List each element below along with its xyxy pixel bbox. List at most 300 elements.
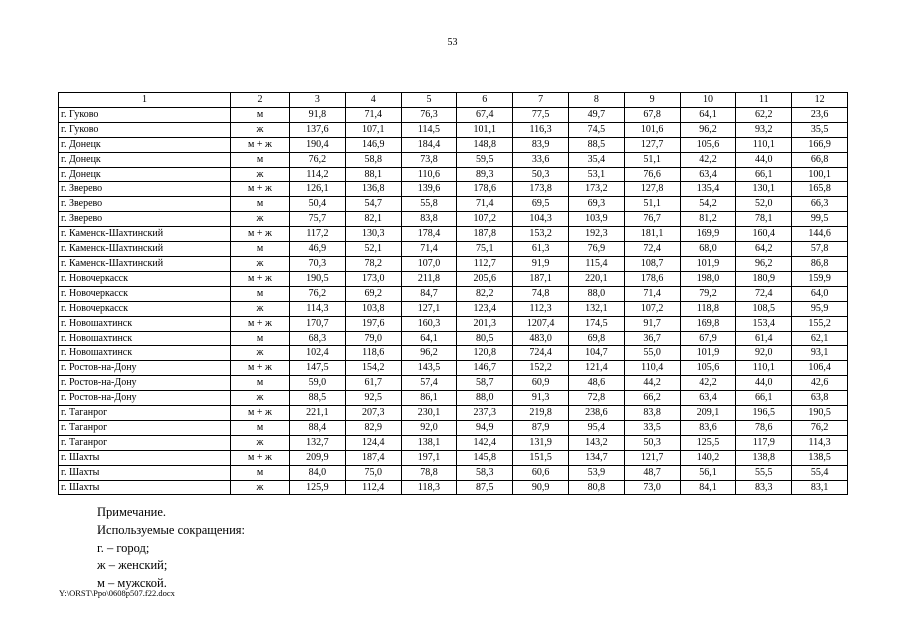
column-header: 7 [513,93,569,108]
value-cell: 58,7 [457,376,513,391]
abbreviation-item: м – мужской. [97,576,167,591]
value-cell: 42,2 [680,376,736,391]
column-header: 5 [401,93,457,108]
value-cell: 63,8 [792,391,848,406]
value-cell: 92,5 [345,391,401,406]
value-cell: 137,6 [290,122,346,137]
sex-cell: м [231,331,290,346]
value-cell: 178,4 [401,227,457,242]
value-cell: 96,2 [680,122,736,137]
value-cell: 131,9 [513,435,569,450]
value-cell: 63,4 [680,391,736,406]
table-row [59,301,848,316]
value-cell: 92,0 [736,346,792,361]
value-cell: 80,5 [457,331,513,346]
value-cell: 159,9 [792,271,848,286]
sex-cell: ж [231,122,290,137]
value-cell: 143,5 [401,361,457,376]
value-cell: 50,3 [513,167,569,182]
value-cell: 190,4 [290,137,346,152]
value-cell: 118,8 [680,301,736,316]
value-cell: 211,8 [401,271,457,286]
sex-cell: м [231,242,290,257]
value-cell: 96,2 [736,256,792,271]
value-cell: 83,6 [680,420,736,435]
value-cell: 92,0 [401,420,457,435]
value-cell: 83,8 [401,212,457,227]
column-header: 6 [457,93,513,108]
value-cell: 91,7 [624,316,680,331]
value-cell: 209,9 [290,450,346,465]
value-cell: 64,1 [680,107,736,122]
value-cell: 78,8 [401,465,457,480]
value-cell: 187,1 [513,271,569,286]
table-row [59,137,848,152]
value-cell: 76,2 [792,420,848,435]
sex-cell: м [231,152,290,167]
value-cell: 89,3 [457,167,513,182]
city-cell: г. Каменск-Шахтинский [59,256,231,271]
value-cell: 83,3 [736,480,792,495]
value-cell: 130,1 [736,182,792,197]
value-cell: 165,8 [792,182,848,197]
sex-cell: ж [231,480,290,495]
value-cell: 220,1 [568,271,624,286]
file-path-footer: Y:\ORST\Ppo\0608p507.f22.docx [59,588,175,598]
city-cell: г. Донецк [59,152,231,167]
value-cell: 112,3 [513,301,569,316]
column-header: 8 [568,93,624,108]
value-cell: 86,8 [792,256,848,271]
value-cell: 66,1 [736,167,792,182]
table-row [59,480,848,495]
value-cell: 134,7 [568,450,624,465]
value-cell: 178,6 [624,271,680,286]
table-row [59,271,848,286]
value-cell: 76,3 [401,107,457,122]
value-cell: 76,7 [624,212,680,227]
value-cell: 51,1 [624,197,680,212]
city-cell: г. Каменск-Шахтинский [59,242,231,257]
value-cell: 173,8 [513,182,569,197]
value-cell: 101,6 [624,122,680,137]
sex-cell: ж [231,346,290,361]
value-cell: 66,2 [624,391,680,406]
value-cell: 96,2 [401,346,457,361]
value-cell: 70,3 [290,256,346,271]
value-cell: 201,3 [457,316,513,331]
value-cell: 66,1 [736,391,792,406]
value-cell: 33,6 [513,152,569,167]
column-header: 2 [231,93,290,108]
value-cell: 74,8 [513,286,569,301]
value-cell: 143,2 [568,435,624,450]
value-cell: 84,1 [680,480,736,495]
value-cell: 66,8 [792,152,848,167]
city-cell: г. Таганрог [59,435,231,450]
table-row [59,420,848,435]
value-cell: 50,3 [624,435,680,450]
city-cell: г. Донецк [59,167,231,182]
table-row [59,346,848,361]
value-cell: 152,2 [513,361,569,376]
city-cell: г. Ростов-на-Дону [59,361,231,376]
value-cell: 190,5 [290,271,346,286]
city-cell: г. Новочеркасск [59,301,231,316]
value-cell: 83,1 [792,480,848,495]
value-cell: 76,9 [568,242,624,257]
value-cell: 61,3 [513,242,569,257]
value-cell: 71,4 [457,197,513,212]
value-cell: 59,5 [457,152,513,167]
value-cell: 121,7 [624,450,680,465]
city-cell: г. Новошахтинск [59,346,231,361]
table-row [59,361,848,376]
value-cell: 23,6 [792,107,848,122]
value-cell: 114,5 [401,122,457,137]
value-cell: 44,2 [624,376,680,391]
table-row [59,227,848,242]
value-cell: 153,2 [513,227,569,242]
value-cell: 80,8 [568,480,624,495]
value-cell: 52,1 [345,242,401,257]
value-cell: 72,4 [624,242,680,257]
value-cell: 198,0 [680,271,736,286]
value-cell: 72,8 [568,391,624,406]
value-cell: 104,3 [513,212,569,227]
value-cell: 125,9 [290,480,346,495]
value-cell: 178,6 [457,182,513,197]
sex-cell: м [231,465,290,480]
value-cell: 117,9 [736,435,792,450]
value-cell: 197,1 [401,450,457,465]
value-cell: 1207,4 [513,316,569,331]
value-cell: 91,3 [513,391,569,406]
value-cell: 170,7 [290,316,346,331]
value-cell: 82,1 [345,212,401,227]
value-cell: 103,9 [568,212,624,227]
city-cell: г. Каменск-Шахтинский [59,227,231,242]
value-cell: 48,7 [624,465,680,480]
value-cell: 103,8 [345,301,401,316]
value-cell: 82,2 [457,286,513,301]
value-cell: 53,9 [568,465,624,480]
value-cell: 187,4 [345,450,401,465]
value-cell: 68,3 [290,331,346,346]
value-cell: 88,4 [290,420,346,435]
column-header: 11 [736,93,792,108]
value-cell: 207,3 [345,406,401,421]
value-cell: 180,9 [736,271,792,286]
value-cell: 63,4 [680,167,736,182]
table-body [59,107,848,495]
sex-cell: м [231,286,290,301]
city-cell: г. Гуково [59,107,231,122]
value-cell: 114,2 [290,167,346,182]
city-cell: г. Новочеркасск [59,286,231,301]
value-cell: 108,5 [736,301,792,316]
value-cell: 724,4 [513,346,569,361]
value-cell: 52,0 [736,197,792,212]
value-cell: 209,1 [680,406,736,421]
city-cell: г. Зверево [59,212,231,227]
table-row [59,465,848,480]
value-cell: 76,2 [290,286,346,301]
value-cell: 146,7 [457,361,513,376]
value-cell: 44,0 [736,376,792,391]
value-cell: 136,8 [345,182,401,197]
value-cell: 169,9 [680,227,736,242]
value-cell: 53,1 [568,167,624,182]
value-cell: 84,0 [290,465,346,480]
value-cell: 67,8 [624,107,680,122]
value-cell: 75,7 [290,212,346,227]
value-cell: 68,0 [680,242,736,257]
value-cell: 138,1 [401,435,457,450]
value-cell: 127,8 [624,182,680,197]
value-cell: 79,2 [680,286,736,301]
value-cell: 76,2 [290,152,346,167]
value-cell: 33,5 [624,420,680,435]
value-cell: 192,3 [568,227,624,242]
value-cell: 146,9 [345,137,401,152]
value-cell: 101,1 [457,122,513,137]
value-cell: 35,5 [792,122,848,137]
value-cell: 127,1 [401,301,457,316]
value-cell: 50,4 [290,197,346,212]
value-cell: 160,3 [401,316,457,331]
table-row [59,316,848,331]
value-cell: 148,8 [457,137,513,152]
abbreviations-title: Используемые сокращения: [97,522,246,537]
value-cell: 99,5 [792,212,848,227]
value-cell: 55,5 [736,465,792,480]
value-cell: 84,7 [401,286,457,301]
value-cell: 145,8 [457,450,513,465]
table-row [59,212,848,227]
value-cell: 166,9 [792,137,848,152]
value-cell: 124,4 [345,435,401,450]
value-cell: 221,1 [290,406,346,421]
value-cell: 130,3 [345,227,401,242]
value-cell: 78,6 [736,420,792,435]
value-cell: 151,5 [513,450,569,465]
value-cell: 59,0 [290,376,346,391]
table-row [59,242,848,257]
value-cell: 83,9 [513,137,569,152]
value-cell: 91,9 [513,256,569,271]
value-cell: 48,6 [568,376,624,391]
city-cell: г. Шахты [59,450,231,465]
value-cell: 108,7 [624,256,680,271]
value-cell: 60,6 [513,465,569,480]
value-cell: 64,2 [736,242,792,257]
value-cell: 83,8 [624,406,680,421]
value-cell: 238,6 [568,406,624,421]
value-cell: 69,8 [568,331,624,346]
value-cell: 66,3 [792,197,848,212]
value-cell: 219,8 [513,406,569,421]
city-cell: г. Зверево [59,182,231,197]
table-row [59,152,848,167]
sex-cell: м [231,107,290,122]
value-cell: 60,9 [513,376,569,391]
value-cell: 51,1 [624,152,680,167]
value-cell: 230,1 [401,406,457,421]
value-cell: 95,9 [792,301,848,316]
value-cell: 73,0 [624,480,680,495]
sex-cell: м + ж [231,361,290,376]
column-header: 1 [59,93,231,108]
note-block [97,504,245,593]
sex-cell: ж [231,167,290,182]
value-cell: 64,1 [401,331,457,346]
sex-cell: ж [231,435,290,450]
city-cell: г. Донецк [59,137,231,152]
value-cell: 104,7 [568,346,624,361]
sex-cell: ж [231,212,290,227]
value-cell: 79,0 [345,331,401,346]
table-row [59,107,848,122]
value-cell: 117,2 [290,227,346,242]
value-cell: 181,1 [624,227,680,242]
value-cell: 121,4 [568,361,624,376]
value-cell: 101,9 [680,346,736,361]
city-cell: г. Таганрог [59,406,231,421]
value-cell: 78,1 [736,212,792,227]
value-cell: 57,4 [401,376,457,391]
table-row [59,256,848,271]
city-cell: г. Гуково [59,122,231,137]
value-cell: 42,2 [680,152,736,167]
value-cell: 132,7 [290,435,346,450]
value-cell: 81,2 [680,212,736,227]
column-header: 3 [290,93,346,108]
sex-cell: м [231,197,290,212]
table-header-row [59,93,848,108]
sex-cell: м + ж [231,227,290,242]
value-cell: 142,4 [457,435,513,450]
value-cell: 107,1 [345,122,401,137]
value-cell: 125,5 [680,435,736,450]
value-cell: 95,4 [568,420,624,435]
value-cell: 144,6 [792,227,848,242]
value-cell: 153,4 [736,316,792,331]
sex-cell: м + ж [231,271,290,286]
value-cell: 88,0 [457,391,513,406]
value-cell: 110,6 [401,167,457,182]
value-cell: 112,4 [345,480,401,495]
sex-cell: м + ж [231,406,290,421]
value-cell: 58,8 [345,152,401,167]
value-cell: 237,3 [457,406,513,421]
value-cell: 90,9 [513,480,569,495]
value-cell: 110,4 [624,361,680,376]
value-cell: 110,1 [736,137,792,152]
value-cell: 107,0 [401,256,457,271]
city-cell: г. Новошахтинск [59,331,231,346]
value-cell: 75,1 [457,242,513,257]
value-cell: 93,2 [736,122,792,137]
value-cell: 147,5 [290,361,346,376]
value-cell: 169,8 [680,316,736,331]
value-cell: 139,6 [401,182,457,197]
value-cell: 62,2 [736,107,792,122]
value-cell: 86,1 [401,391,457,406]
city-cell: г. Новошахтинск [59,316,231,331]
column-header: 10 [680,93,736,108]
value-cell: 105,6 [680,361,736,376]
value-cell: 88,0 [568,286,624,301]
value-cell: 483,0 [513,331,569,346]
value-cell: 101,9 [680,256,736,271]
value-cell: 82,9 [345,420,401,435]
value-cell: 135,4 [680,182,736,197]
value-cell: 102,4 [290,346,346,361]
city-cell: г. Шахты [59,480,231,495]
value-cell: 44,0 [736,152,792,167]
value-cell: 105,6 [680,137,736,152]
sex-cell: м + ж [231,182,290,197]
data-table [58,92,848,495]
value-cell: 57,8 [792,242,848,257]
value-cell: 71,4 [345,107,401,122]
sex-cell: ж [231,256,290,271]
value-cell: 123,4 [457,301,513,316]
value-cell: 36,7 [624,331,680,346]
value-cell: 54,2 [680,197,736,212]
value-cell: 55,8 [401,197,457,212]
value-cell: 67,4 [457,107,513,122]
value-cell: 56,1 [680,465,736,480]
value-cell: 78,2 [345,256,401,271]
value-cell: 118,3 [401,480,457,495]
value-cell: 205,6 [457,271,513,286]
value-cell: 61,4 [736,331,792,346]
value-cell: 88,5 [290,391,346,406]
city-cell: г. Зверево [59,197,231,212]
abbreviation-item: ж – женский; [97,558,168,573]
value-cell: 93,1 [792,346,848,361]
value-cell: 69,5 [513,197,569,212]
value-cell: 71,4 [401,242,457,257]
value-cell: 71,4 [624,286,680,301]
sex-cell: м + ж [231,137,290,152]
city-cell: г. Ростов-на-Дону [59,391,231,406]
table-row [59,435,848,450]
sex-cell: м + ж [231,316,290,331]
note-heading: Примечание. [97,505,167,519]
table-row [59,406,848,421]
value-cell: 75,0 [345,465,401,480]
value-cell: 106,4 [792,361,848,376]
sex-cell: м + ж [231,450,290,465]
abbreviation-item: г. – город; [97,540,150,555]
value-cell: 54,7 [345,197,401,212]
value-cell: 114,3 [290,301,346,316]
value-cell: 187,8 [457,227,513,242]
value-cell: 110,1 [736,361,792,376]
value-cell: 88,5 [568,137,624,152]
value-cell: 120,8 [457,346,513,361]
column-header: 9 [624,93,680,108]
value-cell: 140,2 [680,450,736,465]
city-cell: г. Ростов-на-Дону [59,376,231,391]
value-cell: 138,8 [736,450,792,465]
page-number: 53 [447,37,458,48]
value-cell: 91,8 [290,107,346,122]
value-cell: 196,5 [736,406,792,421]
